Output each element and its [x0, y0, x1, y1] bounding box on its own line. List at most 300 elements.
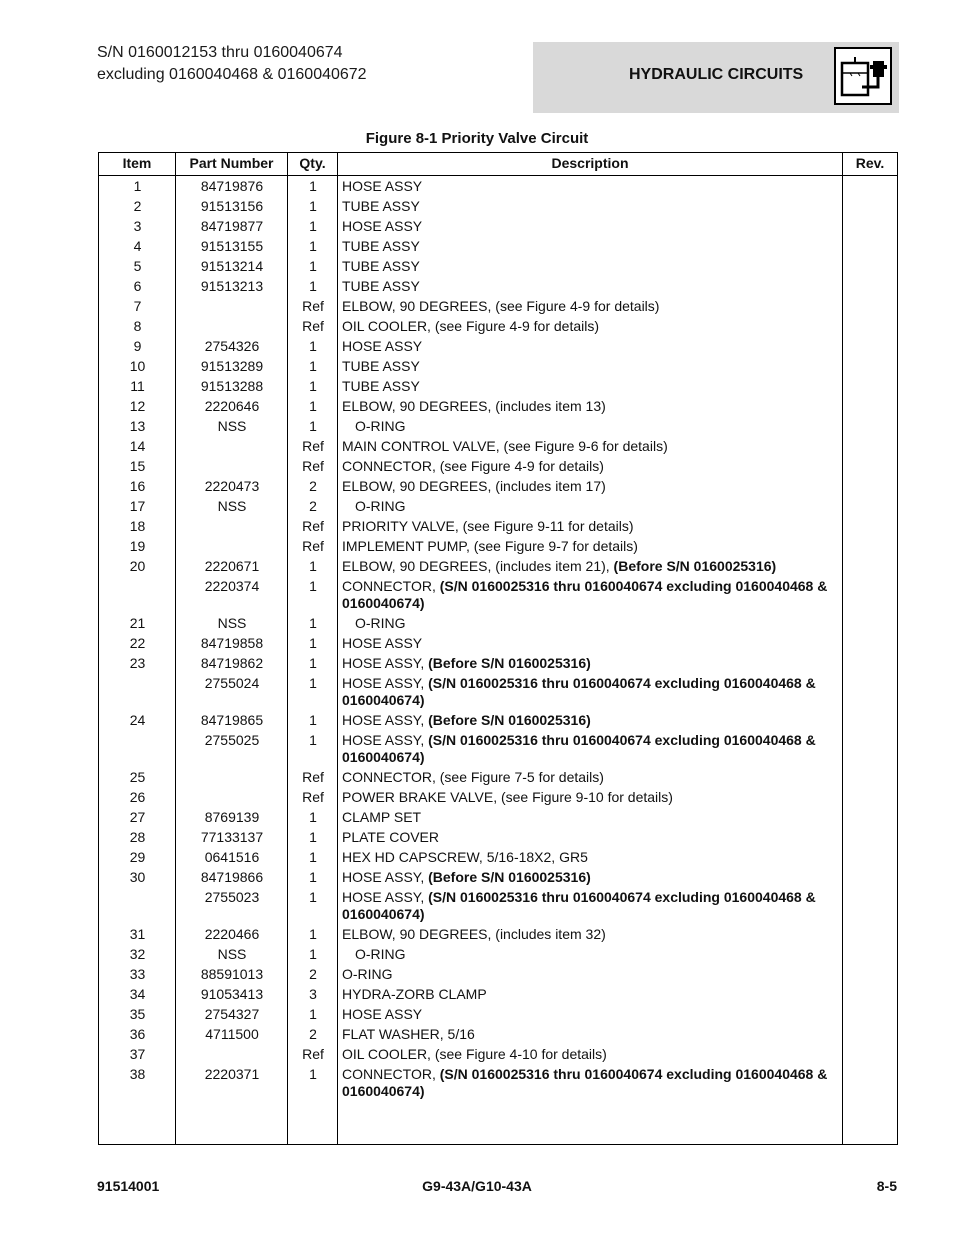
item-number: 34 [129, 986, 146, 1002]
description [338, 809, 838, 826]
column-header-item: Item [122, 155, 152, 171]
table-row [99, 337, 897, 357]
description [338, 889, 838, 923]
quantity: Ref [302, 538, 324, 554]
item-number [99, 732, 176, 766]
description-text: IMPLEMENT PUMP, (see Figure 9-7 for details) [342, 538, 638, 554]
description-text: O-RING [355, 615, 406, 631]
part-number: NSS [217, 615, 247, 631]
serial-line-1: S/N 0160012153 thru 0160040674 [97, 44, 343, 61]
revision [838, 635, 894, 652]
quantity: 2 [309, 498, 317, 514]
table-row [99, 217, 897, 237]
quantity: 1 [309, 358, 317, 374]
table-row [99, 925, 897, 945]
item-number: 4 [133, 238, 142, 254]
part-number: 88591013 [200, 966, 264, 982]
description-text: HOSE ASSY [342, 178, 423, 194]
description-text: TUBE ASSY [342, 258, 420, 274]
item-number: 12 [129, 398, 146, 414]
description-text: HOSE ASSY, [342, 675, 429, 691]
item-number: 18 [129, 518, 146, 534]
part-number [176, 318, 288, 335]
table-row [99, 1005, 897, 1025]
part-number: 84719866 [200, 869, 264, 885]
description [338, 358, 838, 375]
quantity: Ref [302, 438, 324, 454]
item-number: 14 [129, 438, 146, 454]
part-number: 84719862 [200, 655, 264, 671]
part-number [176, 769, 288, 786]
quantity: 2 [309, 478, 317, 494]
table-row [99, 577, 897, 614]
description [338, 498, 838, 515]
description [338, 966, 838, 983]
description-text: ELBOW, 90 DEGREES, (includes item 17) [342, 478, 606, 494]
part-number: 91513155 [200, 238, 264, 254]
part-number: 0641516 [204, 849, 260, 865]
part-number: 4711500 [205, 1026, 259, 1042]
table-row [99, 768, 897, 788]
table-row [99, 477, 897, 497]
description [338, 986, 838, 1003]
item-number: 1 [133, 178, 142, 194]
table-row [99, 788, 897, 808]
part-number: 2754326 [204, 338, 260, 354]
part-number: 84719858 [200, 635, 264, 651]
item-number: 25 [129, 769, 146, 785]
quantity: Ref [302, 1046, 324, 1062]
description [338, 418, 838, 435]
quantity: 1 [309, 1066, 317, 1082]
part-number: 91053413 [200, 986, 264, 1002]
description-text: HOSE ASSY [342, 218, 423, 234]
description-text: HEX HD CAPSCREW, 5/16-18X2, GR5 [342, 849, 588, 865]
table-row [99, 197, 897, 217]
revision [838, 889, 894, 923]
revision [838, 712, 894, 729]
serial-note: (Before S/N 0160025316) [613, 558, 777, 574]
revision [838, 558, 894, 575]
description [338, 178, 838, 195]
item-number: 16 [129, 478, 146, 494]
item-number: 17 [129, 498, 146, 514]
quantity: 2 [309, 966, 317, 982]
revision [838, 358, 894, 375]
description-text: CONNECTOR, [342, 578, 440, 594]
table-row [99, 674, 897, 711]
description [338, 298, 838, 315]
quantity: Ref [302, 458, 324, 474]
revision [838, 829, 894, 846]
revision [838, 1046, 894, 1063]
revision [838, 218, 894, 235]
item-number: 32 [129, 946, 146, 962]
revision [838, 438, 894, 455]
table-row [99, 888, 897, 925]
description-text: ELBOW, 90 DEGREES, (includes item 13) [342, 398, 606, 414]
item-number: 23 [129, 655, 146, 671]
quantity: 1 [309, 378, 317, 394]
description-text: TUBE ASSY [342, 198, 420, 214]
revision [838, 398, 894, 415]
revision [838, 178, 894, 195]
table-row [99, 848, 897, 868]
description-text: TUBE ASSY [342, 278, 420, 294]
revision [838, 789, 894, 806]
part-number: 77133137 [200, 829, 264, 845]
revision [838, 198, 894, 215]
description [338, 238, 838, 255]
revision [838, 538, 894, 555]
part-number: NSS [217, 498, 247, 514]
description [338, 789, 838, 806]
revision [838, 655, 894, 672]
item-number: 36 [129, 1026, 146, 1042]
quantity: 1 [309, 712, 317, 728]
part-number: 2220671 [204, 558, 260, 574]
description-text: HOSE ASSY, [342, 655, 429, 671]
serial-note: (S/N 0160025316 thru 0160040674 excluding 0160040468 & 0160040674) [342, 1066, 828, 1099]
description [338, 615, 838, 632]
description-text: ELBOW, 90 DEGREES, (includes item 21), [342, 558, 614, 574]
revision [838, 946, 894, 963]
item-number: 31 [129, 926, 146, 942]
description [338, 578, 838, 612]
quantity: 1 [309, 1006, 317, 1022]
description-text: CONNECTOR, [342, 1066, 440, 1082]
part-number [176, 298, 288, 315]
table-row [99, 557, 897, 577]
item-number: 33 [129, 966, 146, 982]
quantity: 1 [309, 278, 317, 294]
revision [838, 615, 894, 632]
table-row [99, 965, 897, 985]
description-text: TUBE ASSY [342, 358, 420, 374]
quantity: Ref [302, 298, 324, 314]
description [338, 926, 838, 943]
footer-part-number: 91514001 [97, 1178, 160, 1194]
item-number: 6 [133, 278, 142, 294]
item-number: 8 [133, 318, 142, 334]
description-text: HOSE ASSY, [342, 712, 429, 728]
quantity: 1 [309, 869, 317, 885]
quantity: 1 [309, 198, 317, 214]
revision [838, 458, 894, 475]
description [338, 655, 838, 672]
description [338, 518, 838, 535]
part-number: 91513156 [200, 198, 264, 214]
part-number: 2220473 [204, 478, 260, 494]
footer-page-number: 8-5 [876, 1178, 897, 1194]
item-number: 15 [129, 458, 146, 474]
part-number [176, 538, 288, 555]
footer-model: G9-43A/G10-43A [422, 1178, 532, 1194]
part-number: 84719877 [200, 218, 264, 234]
part-number: 91513213 [200, 278, 264, 294]
description-text: CLAMP SET [342, 809, 422, 825]
section-header [533, 42, 899, 113]
item-number: 11 [130, 378, 145, 394]
serial-note: (Before S/N 0160025316) [428, 869, 591, 885]
item-number: 30 [129, 869, 146, 885]
revision [838, 966, 894, 983]
description [338, 398, 838, 415]
part-number: 2755023 [204, 889, 260, 905]
item-number: 22 [129, 635, 146, 651]
parts-table [98, 152, 898, 1145]
description [338, 538, 838, 555]
section-title: HYDRAULIC CIRCUITS [629, 66, 804, 83]
quantity: 1 [309, 418, 317, 434]
revision [838, 498, 894, 515]
table-row [99, 497, 897, 517]
serial-note: (S/N 0160025316 thru 0160040674 excluding 0160040468 & 0160040674) [342, 732, 816, 765]
description [338, 218, 838, 235]
part-number [176, 789, 288, 806]
table-row [99, 397, 897, 417]
part-number: 2220646 [204, 398, 260, 414]
item-number: 37 [129, 1046, 146, 1062]
revision [838, 258, 894, 275]
part-number: 2220466 [204, 926, 260, 942]
item-number: 10 [129, 358, 146, 374]
table-body [99, 177, 897, 1102]
table-row [99, 457, 897, 477]
description [338, 869, 838, 886]
description-text: TUBE ASSY [342, 238, 420, 254]
revision [838, 1006, 894, 1023]
table-header [99, 153, 897, 176]
table-row [99, 1045, 897, 1065]
item-number [99, 889, 176, 923]
revision [838, 378, 894, 395]
table-row [99, 357, 897, 377]
description-text: O-RING [355, 418, 406, 434]
description-text: HOSE ASSY [342, 338, 423, 354]
table-row [99, 237, 897, 257]
serial-note: (S/N 0160025316 thru 0160040674 excluding 0160040468 & 0160040674) [342, 889, 816, 922]
part-number: NSS [217, 418, 247, 434]
quantity: 1 [309, 635, 317, 651]
description-text: HOSE ASSY, [342, 889, 429, 905]
part-number: 91513289 [200, 358, 264, 374]
description-text: POWER BRAKE VALVE, (see Figure 9-10 for details) [342, 789, 673, 805]
description [338, 318, 838, 335]
description [338, 558, 838, 575]
part-number: 84719876 [200, 178, 264, 194]
description [338, 635, 838, 652]
figure-title: Figure 8-1 Priority Valve Circuit [365, 130, 589, 147]
item-number: 27 [129, 809, 146, 825]
part-number [176, 1046, 288, 1063]
part-number [176, 518, 288, 535]
description-text: FLAT WASHER, 5/16 [342, 1026, 475, 1042]
table-row [99, 731, 897, 768]
revision [838, 809, 894, 826]
description-text: HOSE ASSY [342, 1006, 423, 1022]
part-number [176, 438, 288, 455]
revision [838, 869, 894, 886]
quantity: 1 [309, 809, 317, 825]
description-text: OIL COOLER, (see Figure 4-9 for details) [342, 318, 600, 334]
description-text: OIL COOLER, (see Figure 4-10 for details) [342, 1046, 607, 1062]
item-number: 24 [129, 712, 146, 728]
description [338, 478, 838, 495]
quantity: 1 [309, 338, 317, 354]
table-row [99, 808, 897, 828]
table-row [99, 177, 897, 197]
quantity: 3 [309, 986, 317, 1002]
part-number: 91513288 [200, 378, 264, 394]
item-number: 29 [129, 849, 146, 865]
description [338, 769, 838, 786]
part-number: 91513214 [200, 258, 264, 274]
part-number: NSS [217, 946, 247, 962]
table-row [99, 985, 897, 1005]
serial-note: (Before S/N 0160025316) [428, 655, 591, 671]
table-row [99, 868, 897, 888]
quantity: 1 [309, 238, 317, 254]
item-number: 35 [129, 1006, 146, 1022]
description-text: PRIORITY VALVE, (see Figure 9-11 for details) [342, 518, 634, 534]
quantity: 1 [309, 849, 317, 865]
quantity: Ref [302, 518, 324, 534]
item-number: 3 [133, 218, 142, 234]
quantity: 1 [309, 675, 317, 691]
column-header-qty: Qty. [299, 155, 326, 171]
part-number: 84719865 [200, 712, 264, 728]
table-row [99, 711, 897, 731]
column-header-rev: Rev. [855, 155, 885, 171]
description-text: O-RING [355, 498, 406, 514]
description [338, 849, 838, 866]
item-number [99, 675, 176, 709]
description-text: ELBOW, 90 DEGREES, (see Figure 4-9 for details) [342, 298, 660, 314]
table-row [99, 654, 897, 674]
quantity: 1 [309, 398, 317, 414]
table-row [99, 1025, 897, 1045]
description [338, 1066, 838, 1100]
quantity: 1 [309, 218, 317, 234]
revision [838, 1026, 894, 1043]
part-number: 2755024 [204, 675, 260, 691]
revision [838, 732, 894, 766]
description [338, 946, 838, 963]
revision [838, 1066, 894, 1100]
item-number: 38 [129, 1066, 146, 1082]
description-text: CONNECTOR, (see Figure 7-5 for details) [342, 769, 604, 785]
column-header-description: Description [551, 155, 629, 171]
quantity: 2 [309, 1026, 317, 1042]
table-row [99, 634, 897, 654]
item-number: 28 [129, 829, 146, 845]
revision [838, 278, 894, 295]
quantity: 1 [309, 946, 317, 962]
description [338, 438, 838, 455]
quantity: 1 [309, 615, 317, 631]
quantity: 1 [309, 558, 317, 574]
quantity: Ref [302, 789, 324, 805]
revision [838, 769, 894, 786]
item-number: 26 [129, 789, 146, 805]
item-number: 2 [133, 198, 142, 214]
item-number: 9 [133, 338, 142, 354]
description [338, 1046, 838, 1063]
serial-note: (S/N 0160025316 thru 0160040674 excluding 0160040468 & 0160040674) [342, 578, 828, 611]
quantity: 1 [309, 258, 317, 274]
quantity: 1 [309, 889, 317, 905]
table-row [99, 945, 897, 965]
part-number: 2220374 [204, 578, 260, 594]
description [338, 829, 838, 846]
description [338, 1026, 838, 1043]
quantity: 1 [309, 926, 317, 942]
serial-note: (Before S/N 0160025316) [428, 712, 591, 728]
part-number [176, 458, 288, 475]
table-row [99, 417, 897, 437]
revision [838, 238, 894, 255]
description-text: O-RING [342, 966, 393, 982]
serial-line-2: excluding 0160040468 & 0160040672 [97, 66, 367, 83]
revision [838, 478, 894, 495]
description-text: MAIN CONTROL VALVE, (see Figure 9-6 for details) [342, 438, 668, 454]
table-row [99, 317, 897, 337]
item-number: 13 [129, 418, 146, 434]
table-row [99, 257, 897, 277]
item-number: 7 [133, 298, 142, 314]
hydraulic-reservoir-icon [834, 47, 892, 105]
table-row [99, 828, 897, 848]
description-text: O-RING [355, 946, 406, 962]
quantity: 1 [309, 732, 317, 748]
table-row [99, 277, 897, 297]
revision [838, 318, 894, 335]
revision [838, 338, 894, 355]
description [338, 338, 838, 355]
quantity: Ref [302, 769, 324, 785]
description-text: CONNECTOR, (see Figure 4-9 for details) [342, 458, 604, 474]
description [338, 712, 838, 729]
description [338, 198, 838, 215]
table-row [99, 377, 897, 397]
description-text: HOSE ASSY, [342, 732, 429, 748]
table-row [99, 517, 897, 537]
item-number [99, 578, 176, 612]
description-text: HOSE ASSY, [342, 869, 429, 885]
description-text: PLATE COVER [342, 829, 439, 845]
table-row [99, 537, 897, 557]
revision [838, 926, 894, 943]
table-row [99, 437, 897, 457]
table-row [99, 297, 897, 317]
table-row [99, 614, 897, 634]
description-text: HYDRA-ZORB CLAMP [342, 986, 487, 1002]
revision [838, 578, 894, 612]
column-header-part-number: Part Number [189, 155, 274, 171]
revision [838, 675, 894, 709]
part-number: 2754327 [204, 1006, 260, 1022]
part-number: 8769139 [204, 809, 260, 825]
revision [838, 298, 894, 315]
description-text: ELBOW, 90 DEGREES, (includes item 32) [342, 926, 606, 942]
quantity: 1 [309, 829, 317, 845]
revision [838, 518, 894, 535]
description [338, 378, 838, 395]
quantity: Ref [302, 318, 324, 334]
revision [838, 849, 894, 866]
quantity: 1 [309, 655, 317, 671]
